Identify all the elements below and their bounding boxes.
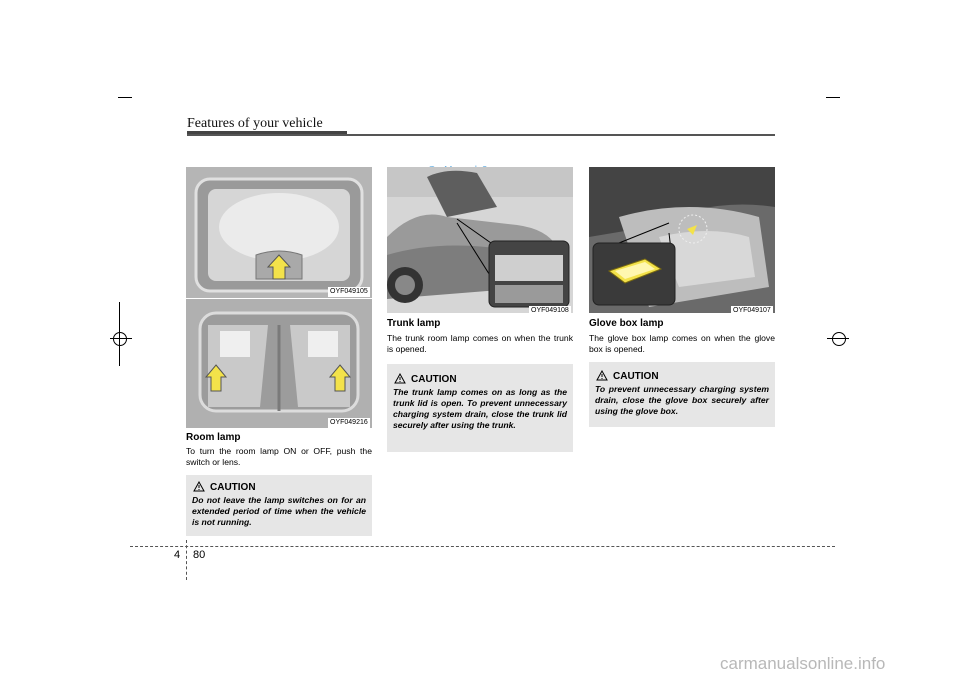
trunk-lamp-image (387, 167, 573, 313)
caution-title: CAUTION (411, 374, 457, 385)
caution-body: The trunk lamp comes on as long as the trunk lid is open. To prevent unnecessary charging system drain, close the trunk lid securely after using the trunk. (393, 387, 567, 430)
page-number: 80 (193, 549, 206, 561)
caution-title: CAUTION (210, 482, 256, 493)
room-lamp-caution-box (186, 475, 372, 536)
site-watermark: carmanualsonline.info (720, 654, 886, 673)
registration-circle (832, 332, 846, 346)
registration-circle (113, 332, 127, 346)
crop-mark (826, 97, 840, 98)
room-lamp-body: To turn the room lamp ON or OFF, push the switch or lens. (186, 446, 372, 467)
crop-mark (118, 97, 132, 98)
trunk-lamp-heading: Trunk lamp (387, 318, 441, 329)
footer-divider (186, 540, 187, 580)
caution-title: CAUTION (613, 371, 659, 382)
image-code: OYF049216 (330, 419, 368, 426)
image-code: OYF049107 (733, 307, 771, 314)
image-code: OYF049108 (531, 307, 569, 314)
chapter-number: 4 (174, 549, 181, 561)
image-code: OYF049105 (330, 288, 368, 295)
warning-triangle-icon (394, 373, 406, 384)
footer-rule (130, 546, 835, 547)
page-header-title: Features of your vehicle (187, 116, 323, 131)
room-lamp-image-bottom (186, 299, 372, 428)
trunk-lamp-caution-box (387, 364, 573, 452)
warning-triangle-icon (596, 370, 608, 381)
room-lamp-heading: Room lamp (186, 432, 241, 443)
caution-body: To prevent unnecessary charging system drain, close the glove box securely after using the glove box. (595, 384, 769, 416)
glove-box-lamp-heading: Glove box lamp (589, 318, 664, 329)
trunk-lamp-body: The trunk room lamp comes on when the trunk is opened. (387, 333, 573, 354)
glove-box-lamp-body: The glove box lamp comes on when the glove box is opened. (589, 333, 775, 354)
glove-box-lamp-caution-box (589, 362, 775, 427)
caution-body: Do not leave the lamp switches on for an extended period of time when the vehicle is not running. (192, 495, 366, 527)
header-rule (187, 134, 775, 136)
glove-box-lamp-image (589, 167, 775, 313)
warning-triangle-icon (193, 481, 205, 492)
room-lamp-image-top (186, 167, 372, 298)
